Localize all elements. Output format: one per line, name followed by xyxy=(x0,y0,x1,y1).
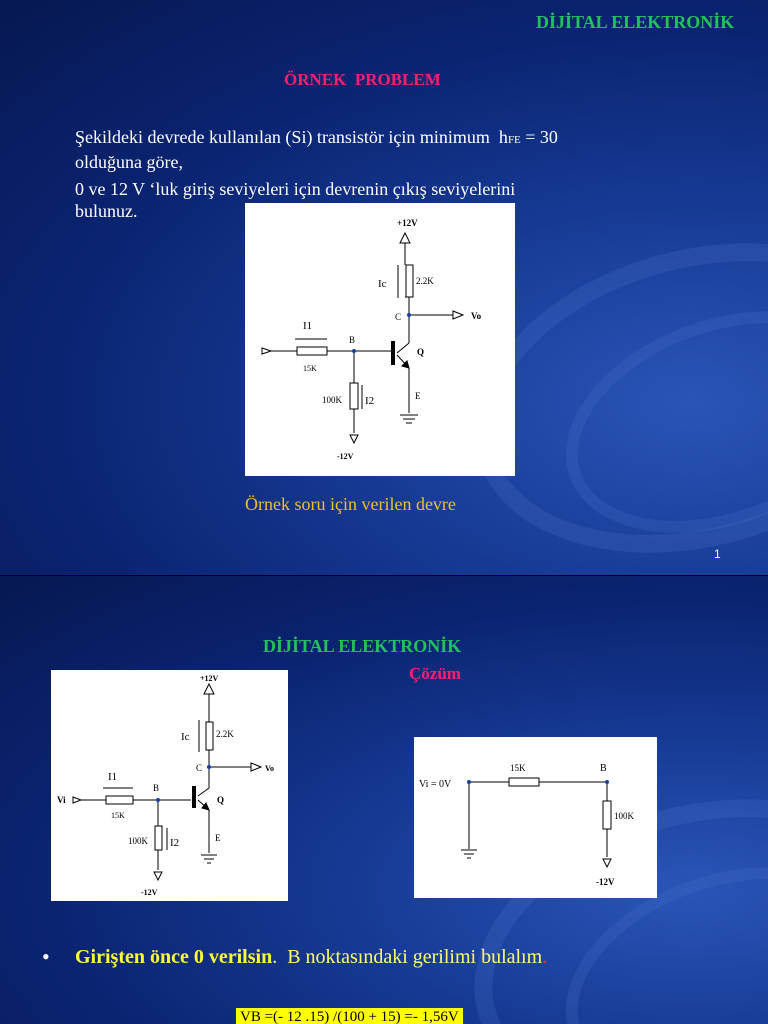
rb-label: 15K xyxy=(510,763,526,773)
formula: VB =(- 12 .15) /(100 + 15) =- 1,56V xyxy=(236,1008,463,1024)
circuit-diagram xyxy=(245,203,515,476)
figure-caption: Örnek soru için verilen devre xyxy=(245,494,456,514)
vo-label: Vo xyxy=(265,764,275,773)
transistor-label: Q xyxy=(417,347,425,357)
vo-label: Vo xyxy=(471,311,482,321)
ic-label: Ic xyxy=(181,731,190,743)
transistor-label: Q xyxy=(217,795,225,805)
i1-label: I1 xyxy=(303,320,313,332)
paragraph-text: olduğuna göre, xyxy=(75,152,183,172)
rc-label: 2.2K xyxy=(216,729,234,739)
bullet-end: . xyxy=(542,946,548,968)
node-c-label: C xyxy=(196,763,203,773)
i1-label: I1 xyxy=(108,771,118,783)
r2-label: 100K xyxy=(128,836,148,846)
node-e-label: E xyxy=(415,391,421,401)
node-c-label: C xyxy=(395,312,402,322)
rc-label: 2.2K xyxy=(416,276,434,286)
i2-label: I2 xyxy=(365,395,375,407)
bullet-marker: • xyxy=(42,944,50,969)
vi-label: Vi = 0V xyxy=(419,779,452,790)
circuit-diagram xyxy=(51,670,288,901)
bullet-plain-text: . B noktasındaki gerilimi bulalım xyxy=(272,946,543,968)
vi-label: Vi xyxy=(57,795,66,805)
equivalent-circuit-diagram xyxy=(414,737,657,898)
slide-subtitle: Çözüm xyxy=(409,664,461,683)
vee-label: -12V xyxy=(141,888,158,897)
slide-header: DİJİTAL ELEKTRONİK xyxy=(263,636,462,656)
subscript: FE xyxy=(507,134,521,146)
rb-label: 15K xyxy=(111,811,125,820)
vee-label: -12V xyxy=(337,452,354,461)
page-number: 1 xyxy=(714,547,721,561)
vcc-label: +12V xyxy=(397,218,418,228)
paragraph-text: bulunuz. xyxy=(75,201,138,221)
problem-paragraph-1 xyxy=(75,126,745,173)
rb-label: 15K xyxy=(303,364,317,373)
slide-header: DİJİTAL ELEKTRONİK xyxy=(536,12,735,32)
node-e-label: E xyxy=(215,833,221,843)
node-b-label: B xyxy=(153,783,160,793)
bullet-text xyxy=(75,946,547,969)
bullet-bold-text: Girişten önce 0 verilsin xyxy=(75,946,273,968)
paragraph-text: 0 ve 12 V ‘luk giriş seviyeleri için devrenin çıkış seviyelerini xyxy=(75,179,516,199)
i2-label: I2 xyxy=(170,837,180,849)
node-b-label: B xyxy=(600,763,607,774)
ic-label: Ic xyxy=(378,278,387,290)
node-b-label: B xyxy=(349,335,356,345)
slide-title: ÖRNEK PROBLEM xyxy=(284,70,441,89)
slide-2 xyxy=(0,576,768,1024)
vee-label: -12V xyxy=(596,877,615,887)
r2-label: 100K xyxy=(322,395,342,405)
paragraph-text: = 30 xyxy=(520,127,558,147)
vcc-label: +12V xyxy=(200,674,219,683)
paragraph-text: Şekildeki devrede kullanılan (Si) transistör için minimum h xyxy=(75,127,508,147)
r2-label: 100K xyxy=(614,811,634,821)
